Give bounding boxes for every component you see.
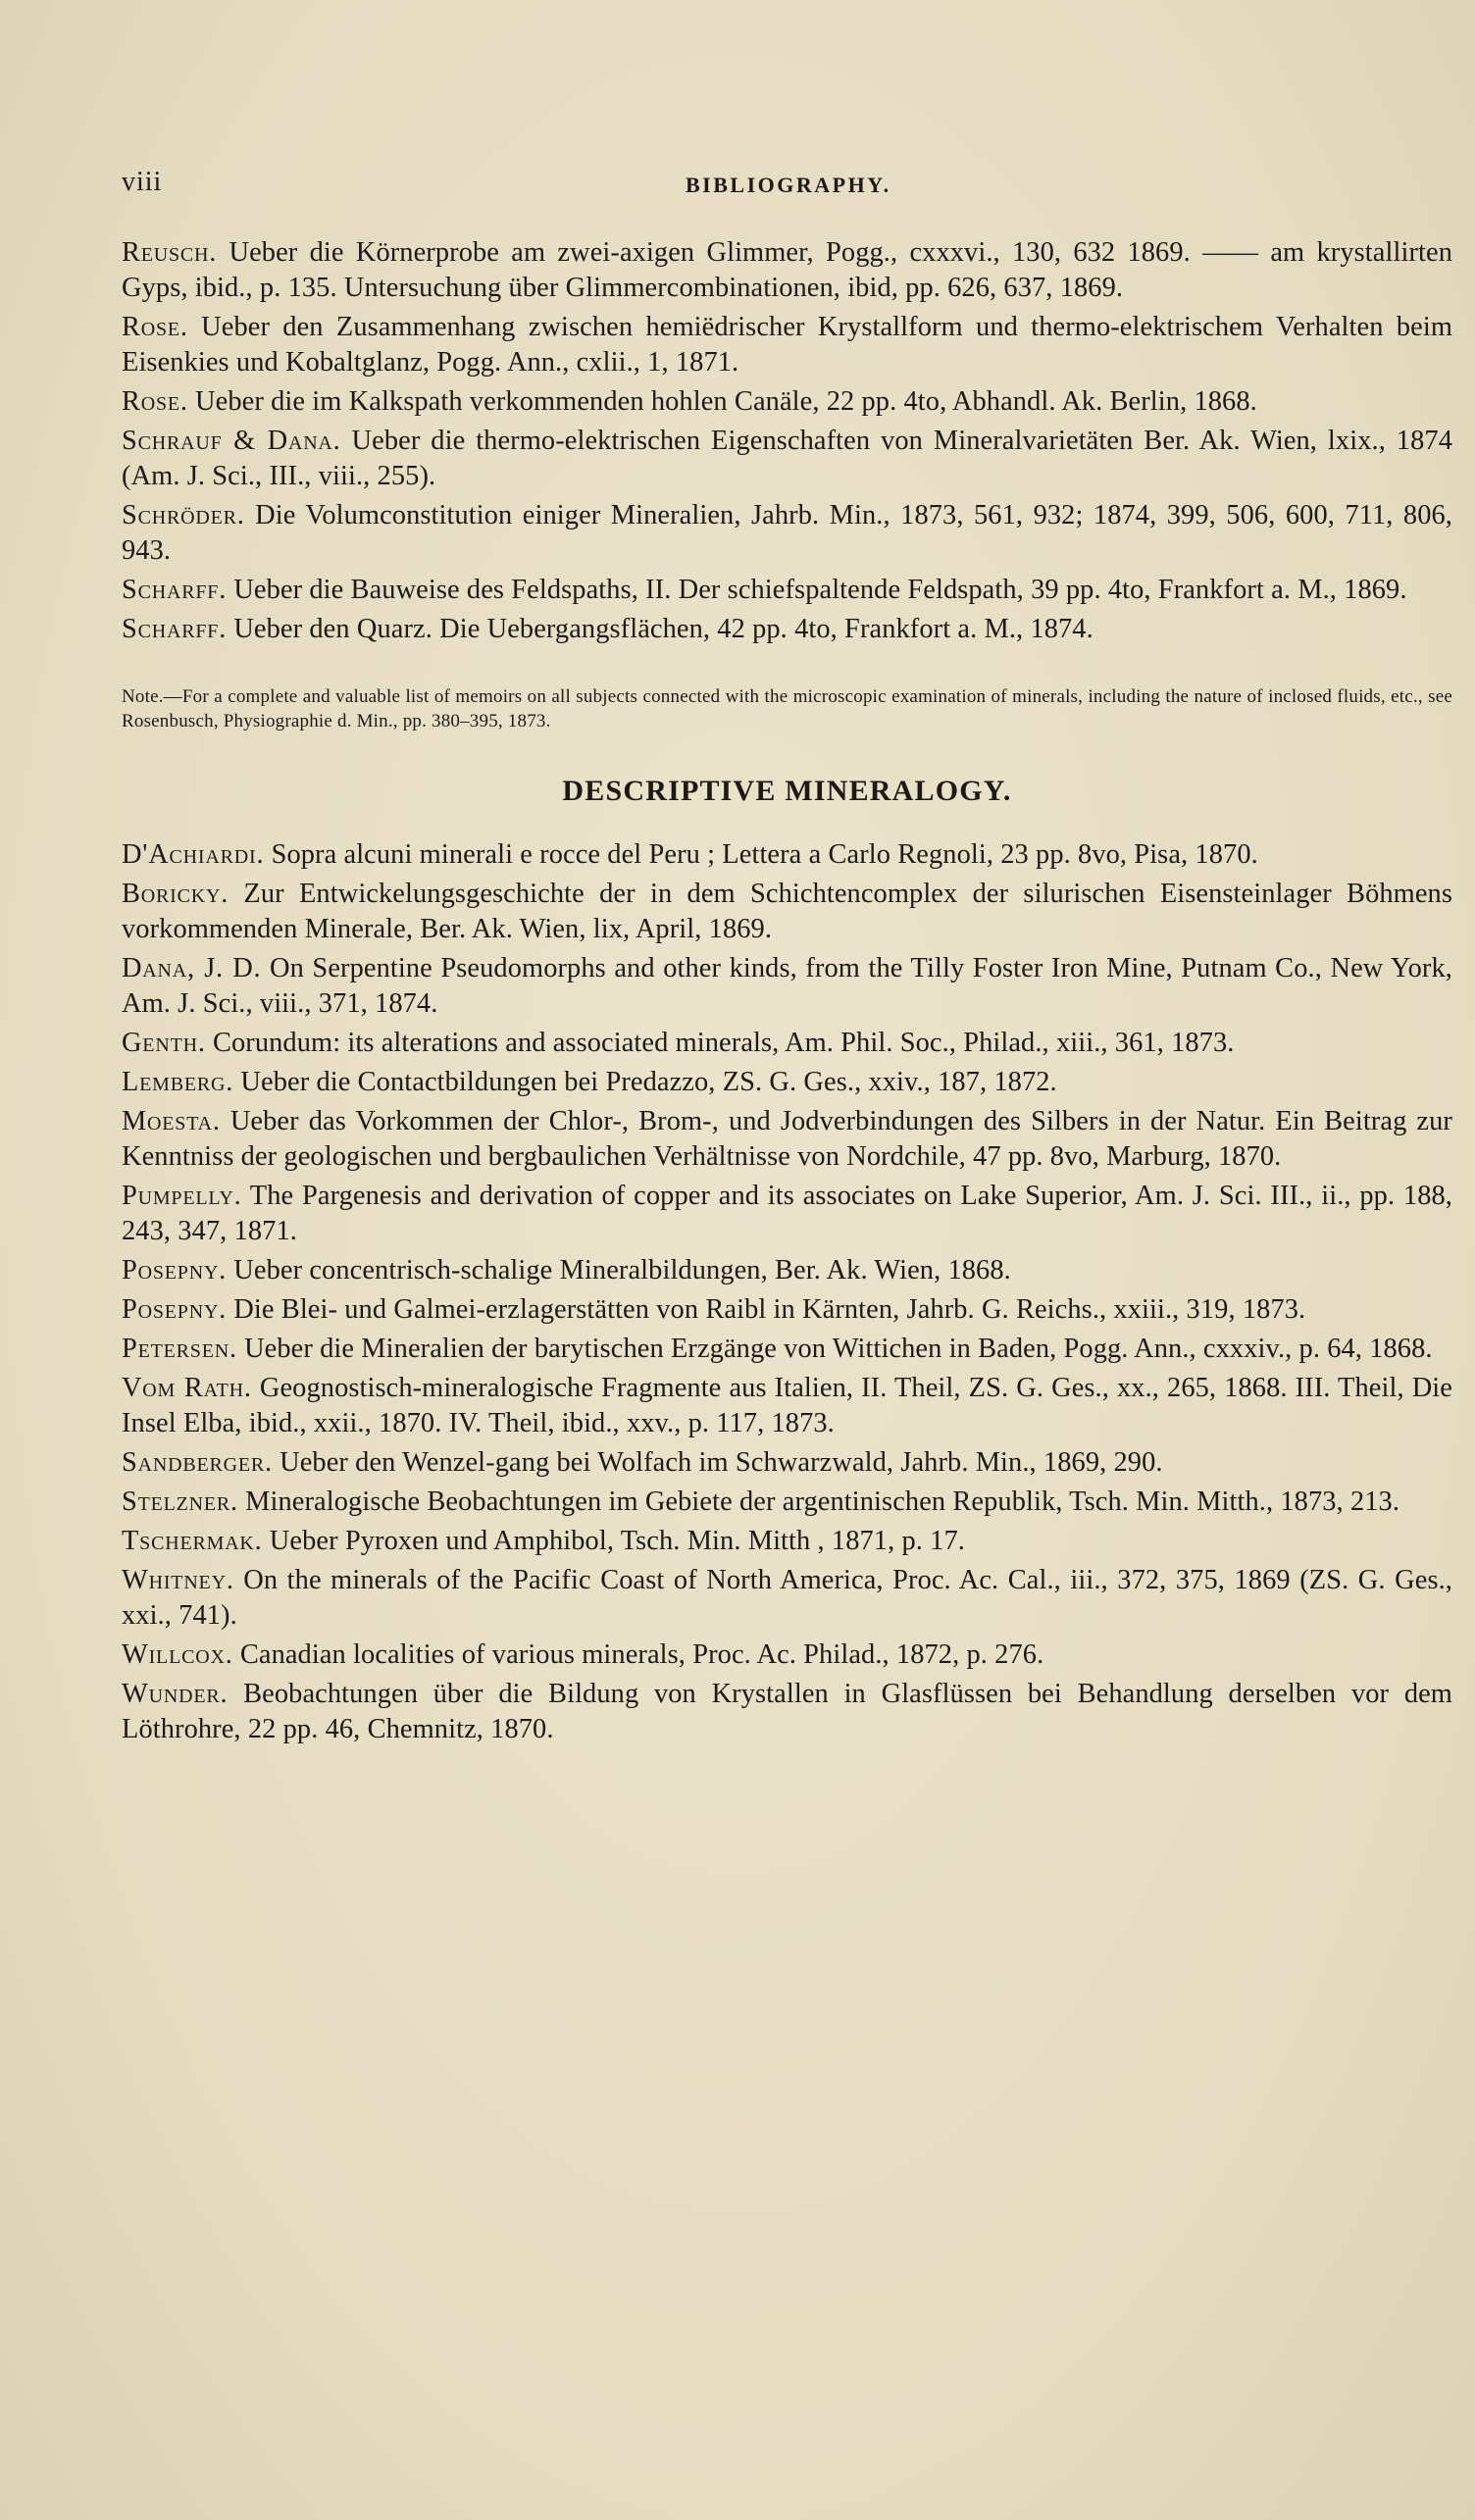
entry-text: Die Volumconstitution einiger Mineralien, Jahrb. Min., 1873, 561, 932; 1874, 399, 506, 600, 711, 806, 943. [122,500,1452,566]
desc-entry [122,1253,1452,1288]
entry-text: On Serpentine Pseudomorphs and other kinds, from the Tilly Foster Iron Mine, Putnam Co., New York, Am. J. Sci., viii., 371, 1874. [122,953,1452,1019]
entry-text: Ueber die Bauweise des Feldspaths, II. Der schiefspaltende Feldspath, 39 pp. 4to, Frankfort a. M., 1869. [233,575,1407,605]
entry-text: Zur Entwickelungsgeschichte der in dem Schichtencomplex der silurischen Eisensteinlager Böhmens vorkommenden Minerale, Ber. Ak. Wien, lix, April, 1869. [122,879,1452,944]
entry-author: Genth. [122,1028,206,1058]
entry-author: Lemberg. [122,1067,234,1097]
desc-entry [122,1677,1452,1747]
entry-text: Geognostisch-mineralogische Fragmente aus Italien, II. Theil, ZS. G. Ges., xx., 265, 1868. III. Theil, Die Insel Elba, ibid., xxii., 1870. IV. Theil, ibid., xxv., p. 117, 1873. [122,1373,1452,1438]
entry-author: Schröder. [122,500,245,530]
running-head: BIBLIOGRAPHY. [686,173,891,197]
desc-entry [122,837,1452,873]
entry-text: Ueber die Körnerprobe am zwei-axigen Glimmer, Pogg., cxxxvi., 130, 632 1869. —— am krystallirten Gyps, ibid., p. 135. Untersuchung über Glimmercombinationen, ibid, pp. 626, 637, 1869. [122,237,1452,303]
bib-entry [122,498,1452,569]
entry-author: Pumpelly. [122,1181,242,1211]
bib-entry [122,235,1452,306]
desc-entry [122,1485,1452,1520]
entry-text: Beobachtungen über die Bildung von Krystallen in Glasflüssen bei Behandlung derselben vor dem Löthrohre, 22 pp. 46, Chemnitz, 1870. [122,1679,1452,1744]
entry-author: Rose. [122,312,188,342]
bib-entry [122,384,1452,420]
page-content [122,235,1452,1751]
entry-author: Whitney. [122,1565,234,1595]
entry-author: Boricky. [122,879,229,909]
entry-text: Ueber den Wenzel-gang bei Wolfach im Schwarzwald, Jahrb. Min., 1869, 290. [280,1447,1163,1478]
entry-author: Tschermak. [122,1526,263,1556]
entry-author: Rose. [122,386,188,417]
desc-entry [122,1026,1452,1061]
entry-author: Dana, J. D. [122,953,262,983]
entry-author: Willcox. [122,1639,233,1670]
entry-author: Scharff. [122,575,228,605]
entry-author: Stelzner. [122,1487,238,1517]
desc-entry [122,1292,1452,1328]
desc-entry [122,1445,1452,1481]
entry-text: Mineralogische Beobachtungen im Gebiete der argentinischen Republik, Tsch. Min. Mitth., 1873, 213. [245,1487,1400,1517]
entry-author: Sandberger. [122,1447,273,1478]
entry-text: Ueber concentrisch-schalige Mineralbildungen, Ber. Ak. Wien, 1868. [233,1255,1011,1285]
bib-entry [122,573,1452,608]
entry-author: Posepny. [122,1294,228,1325]
entry-author: Wunder. [122,1679,229,1709]
footnote: Note.—For a complete and valuable list of memoirs on all subjects connected with the microscopic examination of minerals, including the nature of inclosed fluids, etc., see Rosenbusch, Physiographie d. Min., pp. 380–395, 1873. [122,686,1452,731]
bib-entry [122,310,1452,380]
desc-entry [122,1065,1452,1100]
desc-entry [122,1563,1452,1634]
bib-entry [122,424,1452,494]
page-header [122,167,1455,206]
entry-text: Ueber den Zusammenhang zwischen hemiëdrischer Krystallform und thermo-elektrischem Verhalten beim Eisenkies und Kobaltglanz, Pogg. Ann., cxlii., 1, 1871. [122,312,1452,378]
entry-author: Posepny. [122,1255,228,1285]
entry-author: Schrauf & Dana. [122,426,341,456]
desc-entry [122,1524,1452,1559]
entry-text: On the minerals of the Pacific Coast of North America, Proc. Ac. Cal., iii., 372, 375, 1869 (ZS. G. Ges., xxi., 741). [122,1565,1452,1631]
desc-entry [122,951,1452,1022]
desc-entry [122,1332,1452,1367]
entry-text: Ueber den Quarz. Die Uebergangsflächen, 42 pp. 4to, Frankfort a. M., 1874. [233,614,1094,644]
desc-entry [122,1179,1452,1249]
entry-text: Die Blei- und Galmei-erzlagerstätten von Raibl in Kärnten, Jahrb. G. Reichs., xxiii., 319, 1873. [233,1294,1306,1325]
entry-text: The Pargenesis and derivation of copper and its associates on Lake Superior, Am. J. Sci. III., ii., pp. 188, 243, 347, 1871. [122,1181,1452,1246]
entry-text: Sopra alcuni minerali e rocce del Peru ; Lettera a Carlo Regnoli, 23 pp. 8vo, Pisa, 1870. [271,839,1258,870]
bib-entry [122,612,1452,647]
entry-text: Ueber die Contactbildungen bei Predazzo, ZS. G. Ges., xxiv., 187, 1872. [240,1067,1057,1097]
entry-author: Vom Rath. [122,1373,252,1403]
entry-author: Scharff. [122,614,228,644]
entry-author: Reusch. [122,237,218,268]
page-number: viii [122,167,163,197]
entry-text: Ueber die Mineralien der barytischen Erzgänge von Wittichen in Baden, Pogg. Ann., cxxxiv., p. 64, 1868. [244,1334,1433,1364]
entry-text: Canadian localities of various minerals, Proc. Ac. Philad., 1872, p. 276. [239,1639,1044,1670]
entry-author: D'Achiardi. [122,839,265,870]
desc-entry [122,1638,1452,1673]
entry-text: Ueber die thermo-elektrischen Eigenschaften von Mineralvarietäten Ber. Ak. Wien, lxix., 1874 (Am. J. Sci., III., viii., 255). [122,426,1452,491]
entry-author: Moesta. [122,1106,221,1136]
desc-entry [122,877,1452,947]
entry-text: Corundum: its alterations and associated minerals, Am. Phil. Soc., Philad., xiii., 361, 1873. [212,1028,1235,1058]
entry-author: Petersen. [122,1334,237,1364]
desc-entry [122,1371,1452,1441]
entry-text: Ueber Pyroxen und Amphibol, Tsch. Min. Mitth , 1871, p. 17. [269,1526,965,1556]
entry-text: Ueber das Vorkommen der Chlor-, Brom-, und Jodverbindungen des Silbers in der Natur. Ein Beitrag zur Kenntniss der geologischen und bergbaulichen Verhältnisse von Nordchile, 47 pp. 8vo, Marburg, 1870. [122,1106,1452,1172]
section-heading: DESCRIPTIVE MINERALOGY. [562,775,1012,807]
desc-entry [122,1104,1452,1175]
entry-text: Ueber die im Kalkspath verkommenden hohlen Canäle, 22 pp. 4to, Abhandl. Ak. Berlin, 1868. [195,386,1257,417]
